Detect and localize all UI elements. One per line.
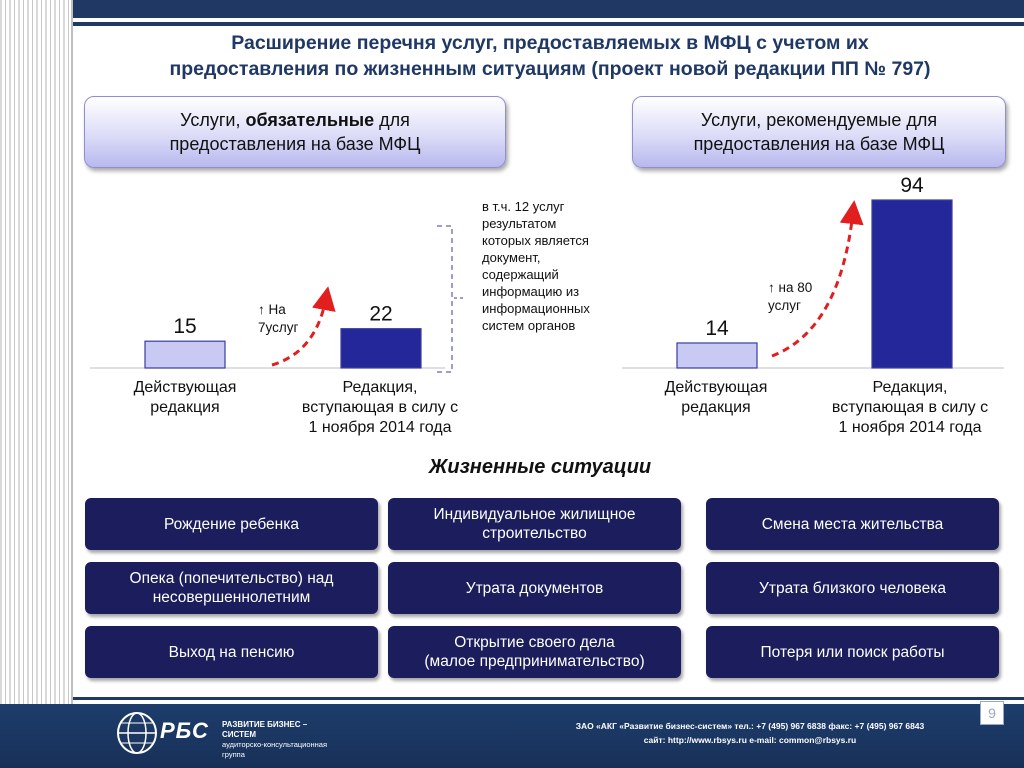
chart-bar bbox=[677, 343, 757, 368]
situation-label: несовершеннолетним bbox=[152, 589, 311, 606]
situation-label: Индивидуальное жилищное bbox=[433, 506, 636, 523]
recommended-services-line-2: предоставления на базе МФЦ bbox=[693, 134, 945, 154]
side-note-line: которых является bbox=[482, 233, 589, 248]
situation-item[interactable] bbox=[388, 498, 681, 550]
side-note-line: систем органов bbox=[482, 318, 576, 333]
situation-label: Потеря или поиск работы bbox=[760, 643, 945, 661]
title-line-2: предоставления по жизненным ситуациям (проект новой редакции ПП № 797) bbox=[169, 58, 931, 80]
situation-item[interactable] bbox=[706, 562, 999, 614]
x-label-line: вступающая в силу с bbox=[831, 399, 989, 416]
chart-bar bbox=[145, 341, 225, 368]
globe-logo-icon bbox=[116, 710, 158, 756]
situation-label: Утрата близкого человека bbox=[759, 579, 946, 597]
x-label-line: Действующая bbox=[133, 379, 237, 396]
right-growth-note bbox=[768, 279, 848, 315]
contact-info bbox=[560, 719, 940, 747]
chart-bar bbox=[872, 200, 952, 368]
mandatory-services-line-2: предоставления на базе МФЦ bbox=[169, 134, 421, 154]
situation-item[interactable] bbox=[85, 498, 378, 550]
x-label-line: Действующая bbox=[664, 379, 768, 396]
x-label-line: редакция bbox=[681, 399, 751, 416]
chart-data-label: 15 bbox=[173, 315, 197, 339]
company-logo-text: РБС bbox=[160, 718, 209, 743]
life-situations-grid bbox=[85, 498, 999, 680]
side-note-bracket bbox=[437, 226, 452, 372]
situation-label: (малое предпринимательство) bbox=[424, 653, 645, 670]
chart-data-label: 94 bbox=[900, 174, 924, 197]
x-label-line: 1 ноября 2014 года bbox=[308, 419, 452, 436]
situation-label: Выход на пенсию bbox=[168, 643, 295, 661]
side-note-line: содержащий bbox=[482, 267, 559, 282]
contact-line: ЗАО «АКГ «Развитие бизнес-систем» тел.: +7 (495) 967 6838 факс: +7 (495) 967 6843 bbox=[575, 721, 925, 731]
left-x-label-new bbox=[280, 378, 480, 438]
situation-label: строительство bbox=[482, 525, 587, 542]
x-label-line: Редакция, bbox=[872, 379, 948, 396]
situation-label: Рождение ребенка bbox=[164, 515, 299, 533]
contact-line: сайт: http://www.rbsys.ru e-mail: common@rbsys.ru bbox=[643, 735, 857, 745]
chart-data-label: 22 bbox=[369, 302, 393, 326]
right-x-label-current bbox=[636, 378, 796, 418]
mandatory-prefix: Услуги, bbox=[180, 110, 246, 130]
situation-label: Смена места жительства bbox=[761, 515, 944, 533]
company-logo-subtitle bbox=[222, 720, 332, 760]
situation-item[interactable] bbox=[706, 498, 999, 550]
chart-bar bbox=[341, 329, 421, 368]
situation-item[interactable] bbox=[706, 626, 999, 678]
side-note-line: информационных bbox=[482, 301, 590, 316]
left-growth-note bbox=[258, 301, 328, 337]
x-label-line: 1 ноября 2014 года bbox=[838, 419, 982, 436]
side-note-line: документ, bbox=[482, 250, 541, 265]
mandatory-suffix: для bbox=[374, 110, 410, 130]
chart-data-label: 14 bbox=[705, 316, 729, 340]
side-note bbox=[482, 198, 632, 334]
situation-label: Опека (попечительство) над bbox=[129, 570, 334, 587]
section-title: Жизненные ситуации bbox=[428, 456, 652, 478]
right-growth-note-line-2: услуг bbox=[768, 298, 801, 313]
right-growth-note-line-1: ↑ на 80 bbox=[768, 280, 813, 295]
title-line-1: Расширение перечня услуг, предоставляемых в МФЦ с учетом их bbox=[231, 32, 869, 54]
side-note-line: результатом bbox=[482, 216, 557, 231]
recommended-services-line-1: Услуги, рекомендуемые для bbox=[700, 110, 938, 130]
situation-item[interactable] bbox=[85, 626, 378, 678]
right-x-label-new bbox=[810, 378, 1010, 438]
situation-label: Утрата документов bbox=[465, 579, 604, 597]
x-label-line: Редакция, bbox=[342, 379, 418, 396]
situation-item[interactable] bbox=[388, 626, 681, 678]
side-note-line: информацию из bbox=[482, 284, 580, 299]
situation-label: Открытие своего дела bbox=[454, 634, 615, 651]
situation-item[interactable] bbox=[388, 562, 681, 614]
x-label-line: редакция bbox=[150, 399, 220, 416]
left-growth-note-line-2: 7услуг bbox=[258, 320, 299, 335]
situation-item[interactable] bbox=[85, 562, 378, 614]
left-growth-note-line-1: ↑ На bbox=[258, 302, 286, 317]
x-label-line: вступающая в силу с bbox=[301, 399, 459, 416]
logo-sub-line: РАЗВИТИЕ БИЗНЕС – СИСТЕМ bbox=[222, 720, 308, 739]
footer-divider bbox=[73, 697, 1024, 700]
page-number: 9 bbox=[980, 701, 1004, 725]
mandatory-bold: обязательные bbox=[245, 110, 375, 130]
left-x-label-current bbox=[105, 378, 265, 418]
side-note-line: в т.ч. 12 услуг bbox=[482, 199, 565, 214]
logo-sub-line: аудиторско-консультационная группа bbox=[222, 740, 328, 759]
